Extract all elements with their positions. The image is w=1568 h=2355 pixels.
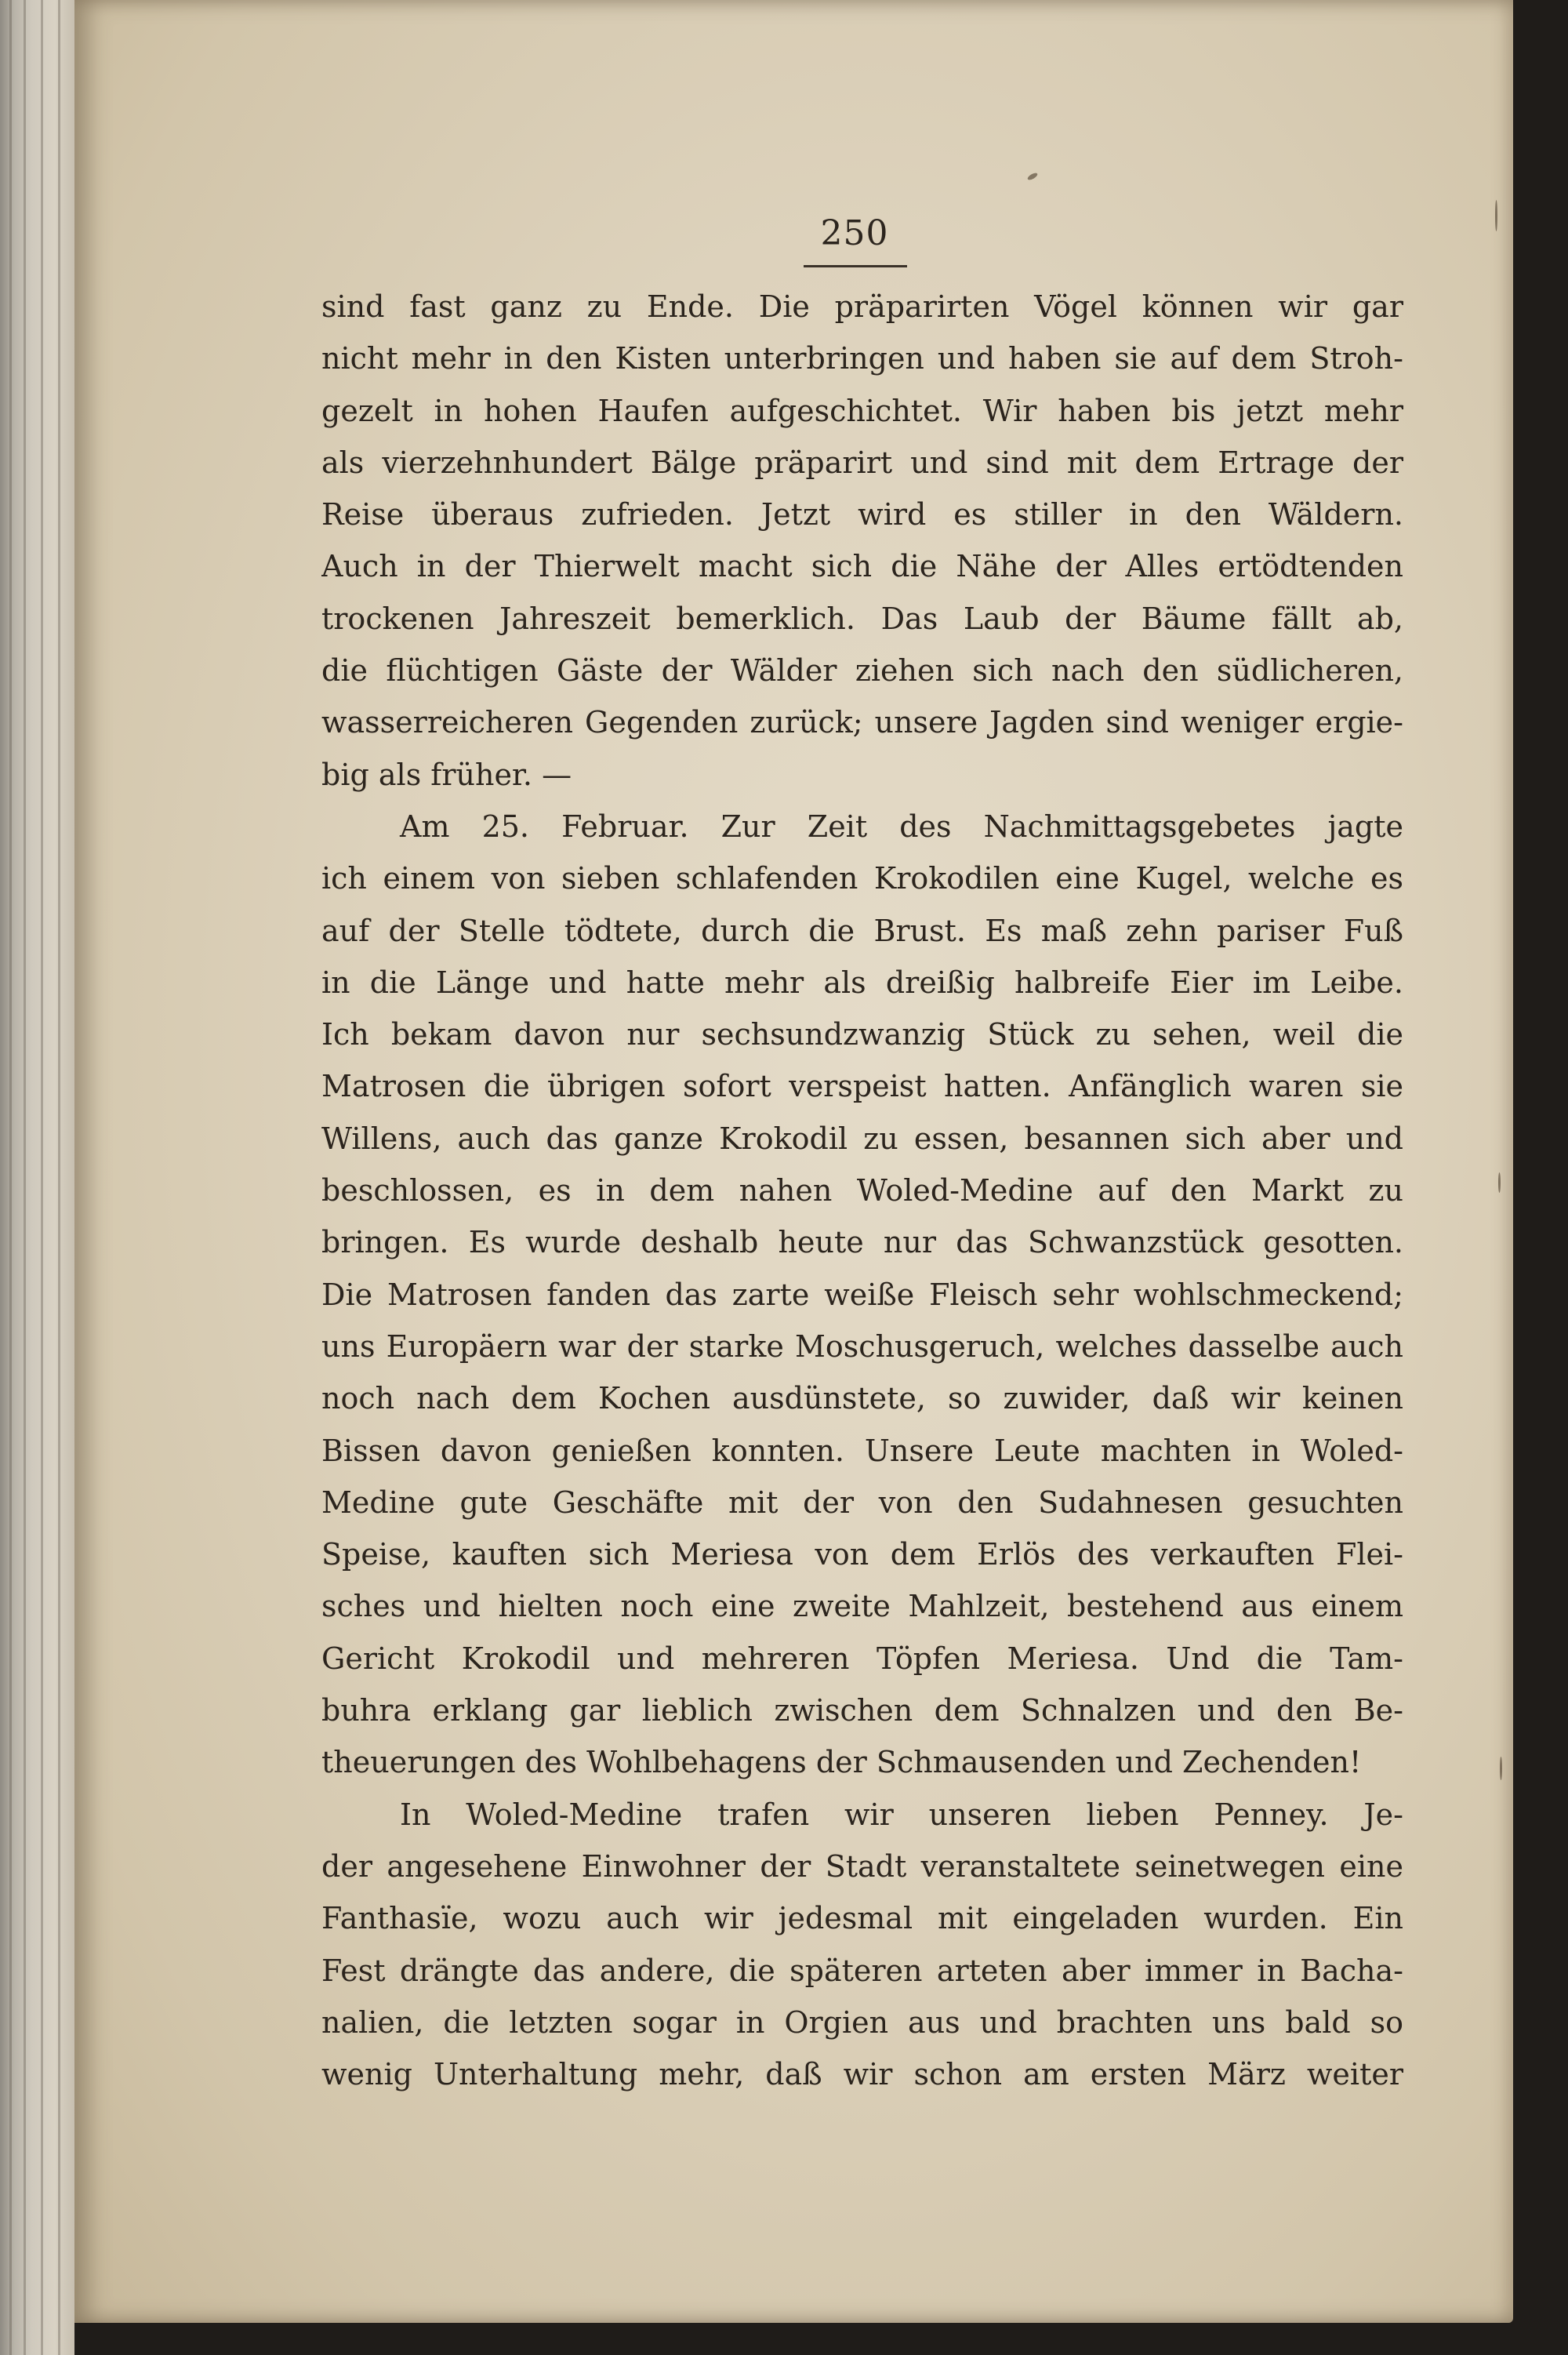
text-line: beschlossen, es in dem nahen Woled-Medine auf den Markt zu	[321, 1173, 1403, 1208]
text-line: sches und hielten noch eine zweite Mahlzeit, bestehend aus einem	[321, 1589, 1403, 1624]
text-line: noch nach dem Kochen ausdünstete, so zuwider, daß wir keinen	[321, 1381, 1403, 1416]
text-line: Am 25. Februar. Zur Zeit des Nachmittagsgebetes jagte	[400, 809, 1403, 844]
text-line: ich einem von sieben schlafenden Krokodilen eine Kugel, welche es	[321, 861, 1403, 896]
page-edge-stripe	[9, 0, 12, 2355]
text-line: sind fast ganz zu Ende. Die präparirten Vögel können wir gar	[321, 289, 1403, 324]
ink-speck	[1026, 172, 1038, 181]
text-line: Bissen davon genießen konnten. Unsere Leute machten in Woled-	[321, 1433, 1403, 1468]
text-line: Ich bekam davon nur sechsundzwanzig Stück zu sehen, weil die	[321, 1017, 1403, 1052]
text-line: Fest drängte das andere, die späteren arteten aber immer in Bacha-	[321, 1953, 1403, 1988]
text-line: in die Länge und hatte mehr als dreißig halbreife Eier im Leibe.	[321, 965, 1403, 1000]
paper-mark	[1495, 200, 1497, 231]
text-line: bringen. Es wurde deshalb heute nur das Schwanzstück gesotten.	[321, 1225, 1403, 1260]
text-line: buhra erklang gar lieblich zwischen dem Schnalzen und den Be-	[321, 1693, 1403, 1728]
paper-mark	[1500, 1757, 1502, 1780]
adjacent-page-edge	[0, 0, 74, 2355]
text-line: Speise, kauften sich Meriesa von dem Erlös des verkauften Flei-	[321, 1537, 1403, 1572]
text-line: theuerungen des Wohlbehagens der Schmausenden und Zechenden!	[321, 1745, 1362, 1780]
paper-mark	[1498, 1172, 1501, 1193]
text-line: der angesehene Einwohner der Stadt veranstaltete seinetwegen eine	[321, 1848, 1403, 1884]
text-line: uns Europäern war der starke Moschusgeruch, welches dasselbe auch	[321, 1328, 1403, 1364]
text-line: Matrosen die übrigen sofort verspeist hatten. Anfänglich waren sie	[321, 1069, 1403, 1104]
text-line: nicht mehr in den Kisten unterbringen und haben sie auf dem Stroh-	[321, 341, 1403, 376]
page-edge-stripe	[41, 0, 43, 2355]
text-line: die flüchtigen Gäste der Wälder ziehen sich nach den südlicheren,	[321, 653, 1403, 689]
page-edge-stripe	[24, 0, 26, 2355]
body-text	[321, 281, 1403, 2100]
text-line: Die Matrosen fanden das zarte weiße Fleisch sehr wohlschmeckend;	[321, 1277, 1403, 1312]
page-edge-stripe	[58, 0, 60, 2355]
text-line: auf der Stelle tödtete, durch die Brust. Es maß zehn pariser Fuß	[321, 913, 1403, 948]
text-line: Fanthasïe, wozu auch wir jedesmal mit eingeladen wurden. Ein	[321, 1901, 1403, 1936]
page-number: 250	[820, 213, 889, 253]
text-line: Auch in der Thierwelt macht sich die Nähe der Alles ertödtenden	[321, 549, 1403, 584]
text-line: nalien, die letzten sogar in Orgien aus und brachten uns bald so	[321, 2004, 1403, 2040]
text-line: In Woled-Medine trafen wir unseren lieben Penney. Je-	[400, 1797, 1403, 1832]
text-line: big als früher. —	[321, 757, 572, 792]
text-line: wenig Unterhaltung mehr, daß wir schon am ersten März weiter	[321, 2057, 1403, 2092]
text-line: Medine gute Geschäfte mit der von den Sudahnesen gesuchten	[321, 1485, 1403, 1520]
text-line: trockenen Jahreszeit bemerklich. Das Laub der Bäume fällt ab,	[321, 601, 1403, 636]
text-line: Willens, auch das ganze Krokodil zu essen, besannen sich aber und	[321, 1121, 1403, 1156]
page-number-rule	[804, 265, 907, 267]
text-line: wasserreicheren Gegenden zurück; unsere Jagden sind weniger ergie-	[321, 705, 1403, 740]
text-line: Gericht Krokodil und mehreren Töpfen Meriesa. Und die Tam-	[321, 1641, 1403, 1676]
text-line: als vierzehnhundert Bälge präparirt und sind mit dem Ertrage der	[321, 445, 1403, 480]
text-line: Reise überaus zufrieden. Jetzt wird es stiller in den Wäldern.	[321, 497, 1403, 532]
text-line: gezelt in hohen Haufen aufgeschichtet. Wir haben bis jetzt mehr	[321, 393, 1403, 428]
